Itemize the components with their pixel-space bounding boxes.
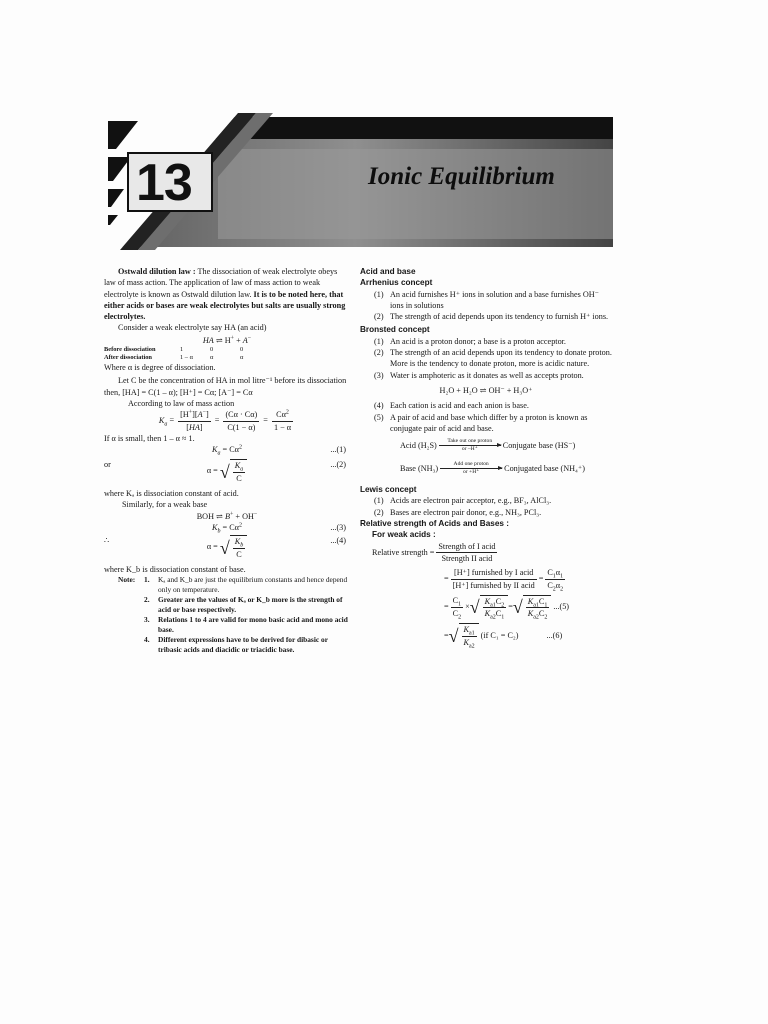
alpha-acid-equation: or α = √ $\frac{K_a}{C}$ ...(2) <box>104 460 346 483</box>
equation-5: = $\frac{C_1}{C_2}$ × √ $\frac{K_{a1}C_2}{K_{a2}C_1}$ = √ $\frac{K_{a1}C_1}{K_{a2}C_2}$ ...(5) <box>444 596 570 621</box>
chapter-title: Ionic Equilibrium <box>368 163 555 190</box>
relative-strength-ratio: = $\frac{\text{[H⁺] furnished by I acid}}{\text{[H⁺] furnished by II acid}}$ = $\frac{C_1\alpha_1}{C_2\alpha_2}$ <box>444 568 564 593</box>
alpha-base-equation: ∴ α = √ $\frac{K_b}{C}$ ...(4) <box>104 536 346 559</box>
note-item: 4. Different expressions have to be derived for dibasic or tribasic acids and diacidic or triacidic base. <box>144 635 328 655</box>
equation-number: ...(2) <box>330 460 346 470</box>
textbook-page <box>98 113 613 753</box>
similarly-line: Similarly, for a weak base <box>122 500 208 510</box>
table-cell: α <box>240 354 244 362</box>
base-dissociation-equation: BOH ⇌ B+ + OH− <box>196 510 258 521</box>
list-item: (4) Each cation is acid and each anion is base. <box>374 401 529 411</box>
strength-i: Strength of I acid <box>436 541 497 553</box>
base-nh3: Base (NH₃) <box>400 464 439 473</box>
table-cell: 1 – α <box>180 354 193 362</box>
kb-definition: where K_b is dissociation constant of base. <box>104 564 246 574</box>
weak-acids-heading: For weak acids : <box>372 530 436 540</box>
arrow-bottom-label: or –H⁺ <box>461 446 478 453</box>
bronsted-heading: Bronsted concept <box>360 325 430 335</box>
relative-strength-label: Relative strength = <box>372 547 435 557</box>
arrow-top-label: Add one proton <box>453 461 489 468</box>
bronsted-list <box>374 336 612 381</box>
before-label: Before dissociation <box>104 346 156 354</box>
left-column <box>104 266 350 655</box>
equation-number: ...(1) <box>330 445 346 455</box>
list-item: (1) An acid is a proton donor; a base is a proton acceptor. <box>374 336 566 346</box>
equation-6: = √ $\frac{K_{a1}}{K_{a2}}$ (if C₁ = C₂) ...(6) <box>444 625 563 650</box>
consider-line: Consider a weak electrolyte say HA (an acid) <box>118 323 267 333</box>
arrow-top-label: Take out one proton <box>447 438 493 445</box>
ostwald-paragraph <box>104 266 350 322</box>
ostwald-bold-text: It is to be noted here, that either acids or bases are weak electrolytes but salts are usually strong electrolytes. <box>104 289 346 322</box>
according-line: According to law of mass action <box>128 398 235 408</box>
after-label: After dissociation <box>104 354 152 362</box>
acid-base-heading: Acid and base <box>360 267 416 276</box>
acid-h2s: Acid (H₂S) <box>400 441 437 450</box>
conjugate-acid-reaction <box>400 461 612 476</box>
reaction-arrow <box>440 461 502 476</box>
right-column <box>360 266 612 648</box>
equation-number: ...(5) <box>553 602 570 612</box>
strength-ii: Strength II acid <box>441 553 493 563</box>
lewis-heading: Lewis concept <box>360 485 417 495</box>
alpha-definition: Where α is degree of dissociation. <box>104 363 216 373</box>
list-item: (3) Water is amphoteric as it donates as well as accepts proton. <box>374 370 584 380</box>
table-cell: α <box>210 354 214 362</box>
relative-strength-definition <box>372 541 612 565</box>
table-cell: 0 <box>240 346 244 354</box>
ka-definition: where Kₐ is dissociation constant of acid. <box>104 489 239 499</box>
kb-approx-equation: $K_b = C\alpha^2$ ...(3) <box>212 522 346 535</box>
water-equation: H₂O + H₂O ⇌ OH⁻ + H₃O⁺ <box>439 385 533 395</box>
arrhenius-list <box>374 289 612 323</box>
equation-number: ...(3) <box>330 522 346 532</box>
ka-approx-equation: $K_a = C\alpha^2$ ...(1) <box>212 444 346 457</box>
equation-number: ...(4) <box>330 536 346 546</box>
if-alpha-small: If α is small, then 1 – α ≈ 1. <box>104 433 195 443</box>
conjugate-base-label: Conjugate base (HS⁻) <box>502 441 576 450</box>
dissociation-table <box>104 346 249 362</box>
note-item: 2. Greater are the values of Kₐ or K_b more is the strength of acid or base respectively. <box>144 595 343 615</box>
conjugate-base-reaction <box>400 438 612 453</box>
list-item: (2) The strength of acid depends upon its tendency to furnish H⁺ ions. <box>374 312 609 322</box>
note-item: Note: 1. Kₐ and K_b are just the equilibrium constants and hence depend only on temperature. <box>118 575 348 595</box>
or-label: or <box>104 460 111 470</box>
list-item: (1) An acid furnishes H⁺ ions in solution and a base furnishes OH⁻ ions in solutions <box>374 289 599 310</box>
condition-label: (if C₁ = C₂) <box>480 631 519 641</box>
list-item: (2) The strength of an acid depends upon its tendency to donate proton. More is the tendency to donate proton, more is acidic nature. <box>374 348 612 369</box>
chapter-number: 13 <box>136 154 192 212</box>
reaction-arrow <box>439 438 501 453</box>
note-label: Note: <box>118 575 136 585</box>
table-cell: 1 <box>180 346 184 354</box>
arrow-bottom-label: or +H⁺ <box>463 469 480 476</box>
list-item: (2) Bases are electron pair donor, e.g., NH₃, PCl₃. <box>374 507 542 517</box>
dissociation-equation: HA ⇌ H+ + A− <box>202 335 252 345</box>
lewis-list <box>374 495 612 518</box>
conjugate-acid-label: Conjugated base (NH₄⁺) <box>504 464 585 473</box>
ostwald-text: The dissociation of weak electrolyte obeys law of mass action. The application of law of mass action to weak electrolyte is known as Ostwald dilution law. <box>104 267 338 299</box>
note-item: 3. Relations 1 to 4 are valid for mono basic acid and mono acid base. <box>144 615 348 635</box>
list-item: (5) A pair of acid and base which differ by a proton is known as conjugate pair of acid and base. <box>374 412 588 433</box>
ostwald-heading: Ostwald dilution law : <box>118 267 196 276</box>
equation-number: ...(6) <box>546 631 563 641</box>
bronsted-list-2 <box>374 400 612 434</box>
therefore-symbol: ∴ <box>104 536 110 546</box>
chapter-banner <box>98 113 613 250</box>
ka-full-expression: $K_a$ = $\frac{[H^+][A^-]}{[HA]}$ = $\frac{(C\alpha \cdot C\alpha)}{C(1 - \alpha)}$ = $\frac{C\alpha^2}{1 - \alpha}$ <box>158 409 292 432</box>
table-cell: 0 <box>210 346 214 354</box>
arrhenius-heading: Arrhenius concept <box>360 278 433 288</box>
concentration-text: Let C be the concentration of HA in mol litre⁻¹ before its dissociation then, [HA] = C(1 – α); [H⁺] = Cα; [A⁻] = Cα <box>104 376 347 397</box>
relative-strength-heading: Relative strength of Acids and Bases : <box>360 519 509 529</box>
notes-list <box>118 575 350 655</box>
list-item: (1) Acids are electron pair acceptor, e.g., BF₃, AlCl₃. <box>374 496 552 506</box>
